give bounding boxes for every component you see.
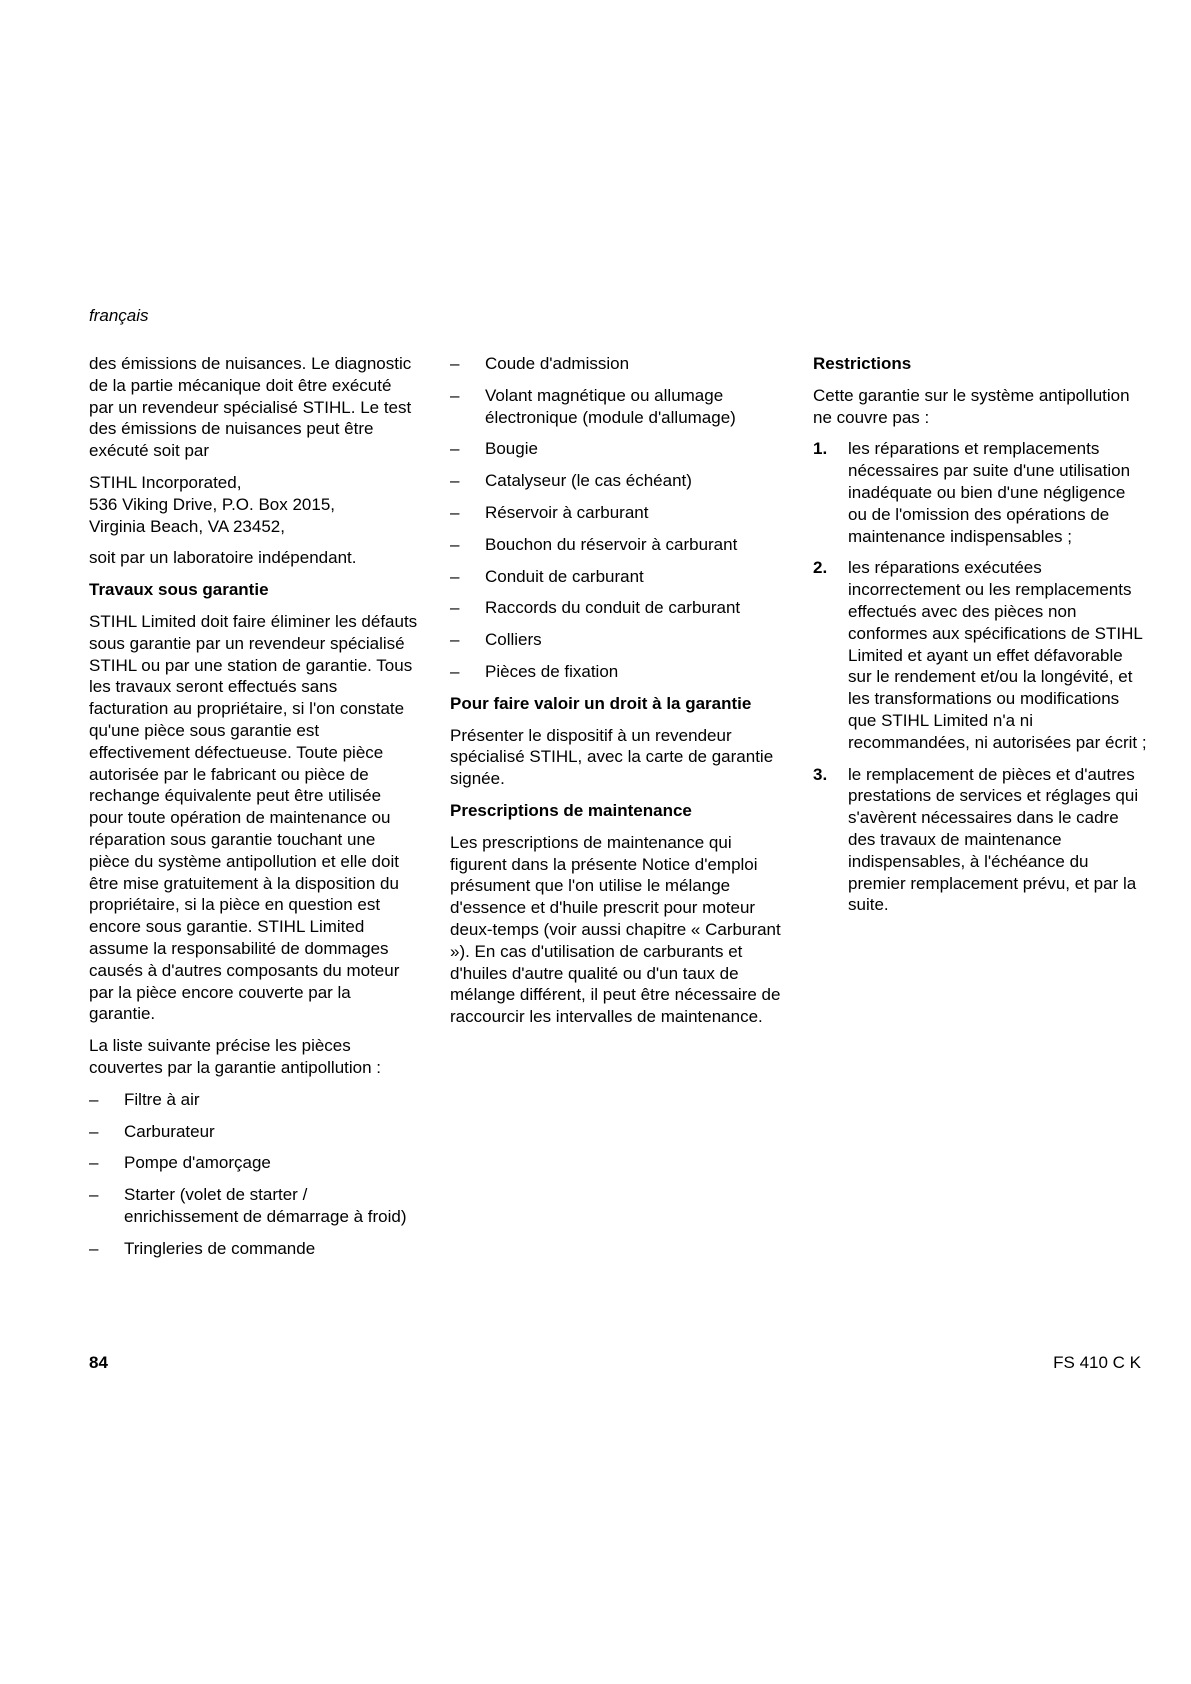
section-heading-warranty-work: Travaux sous garantie	[89, 580, 269, 600]
list-item: – Colliers	[450, 629, 782, 651]
list-item: – Filtre à air	[89, 1089, 419, 1111]
address-line: STIHL Incorporated,	[89, 472, 242, 492]
list-item: – Pompe d'amorçage	[89, 1152, 419, 1174]
list-item: – Coude d'admission	[450, 353, 782, 375]
restrictions-list	[813, 438, 1148, 916]
numbered-item	[813, 438, 1148, 547]
item-number: 3.	[813, 764, 828, 784]
address-line: 536 Viking Drive, P.O. Box 2015,	[89, 494, 336, 514]
list-item: – Starter (volet de starter / enrichissement de démarrage à froid)	[89, 1184, 419, 1228]
list-item: – Pièces de fixation	[450, 661, 782, 683]
numbered-item	[813, 764, 1148, 917]
item-text: le remplacement de pièces et d'autres prestations de services et réglages qui s'avèrent nécessaires dans le cadre des travaux de maintenance indispensables, à l'échéance du premier remplacement prévu, et par la suite.	[848, 764, 1139, 915]
list-item: – Carburateur	[89, 1121, 419, 1143]
list-item: – Bougie	[450, 438, 782, 460]
paragraph: Présenter le dispositif à un revendeur spécialisé STIHL, avec la carte de garantie signée.	[450, 725, 774, 789]
list-item: – Catalyseur (le cas échéant)	[450, 470, 782, 492]
item-text: les réparations exécutées incorrectement ou les remplacements effectués avec des pièces non conformes aux spécifications de STIHL Limited et ayant un effet défavorable sur le rendement et/ou la longévité, et les transformations ou modifications que STIHL Limited n'a ni recommandées, ni autorisées par écrit ;	[848, 558, 1147, 752]
column-3	[813, 353, 1148, 926]
column-2	[450, 353, 782, 1038]
paragraph: des émissions de nuisances. Le diagnostic de la partie mécanique doit être exécuté par un revendeur spécialisé STIHL. Le test des émissions de nuisances peut être exécuté soit par	[89, 354, 412, 461]
paragraph: Les prescriptions de maintenance qui figurent dans la présente Notice d'emploi présument que l'on utilise le mélange d'essence et d'huile prescrit pour moteur deux-temps (voir aussi chapitre « Carburant »). En cas d'utilisation de carburants et d'huiles d'autre qualité ou d'un taux de mélange différent, il peut être nécessaire de raccourcir les intervalles de maintenance.	[450, 832, 781, 1027]
page-number: 84	[89, 1353, 108, 1372]
paragraph: soit par un laboratoire indépendant.	[89, 548, 357, 568]
parts-list	[450, 353, 782, 683]
list-item: – Tringleries de commande	[89, 1238, 419, 1260]
item-text: les réparations et remplacements nécessaires par suite d'une utilisation inadéquate ou bien d'une négligence ou de l'omission des opérations de maintenance indispensables ;	[848, 439, 1131, 546]
paragraph: La liste suivante précise les pièces couvertes par la garantie antipollution :	[89, 1036, 382, 1077]
list-item: – Conduit de carburant	[450, 566, 782, 588]
model-label: FS 410 C K	[1053, 1353, 1141, 1372]
paragraph: Cette garantie sur le système antipollution ne couvre pas :	[813, 385, 1130, 427]
section-heading-restrictions: Restrictions	[813, 354, 912, 373]
item-number: 1.	[813, 439, 828, 459]
column-1	[89, 353, 419, 1269]
item-number: 2.	[813, 558, 828, 578]
address	[89, 472, 419, 537]
list-item: – Bouchon du réservoir à carburant	[450, 534, 782, 556]
parts-list	[89, 1089, 419, 1260]
list-item: – Réservoir à carburant	[450, 502, 782, 524]
list-item: – Raccords du conduit de carburant	[450, 597, 782, 619]
language-label: français	[89, 306, 149, 325]
section-heading-maintenance: Prescriptions de maintenance	[450, 800, 692, 820]
list-item: – Volant magnétique ou allumage électronique (module d'allumage)	[450, 385, 782, 429]
numbered-item	[813, 557, 1148, 753]
address-line: Virginia Beach, VA 23452,	[89, 516, 285, 536]
paragraph: STIHL Limited doit faire éliminer les défauts sous garantie par un revendeur spécialisé STIHL ou par une station de garantie. Tous les travaux seront effectués sans facturation au propriétaire, si l'on constate qu'une pièce sous garantie est effectivement défectueuse. Toute pièce autorisée par le fabricant ou pièce de rechange équivalente peut être utilisée pour toute opération de maintenance ou réparation sous garantie touchant une pièce du système antipollution et elle doit être mise gratuitement à la disposition du propriétaire, si la pièce en question est encore sous garantie. STIHL Limited assume la responsabilité de dommages causés à d'autres composants du moteur par la pièce encore couverte par la garantie.	[89, 611, 418, 1024]
section-heading-claim: Pour faire valoir un droit à la garantie	[450, 693, 752, 713]
